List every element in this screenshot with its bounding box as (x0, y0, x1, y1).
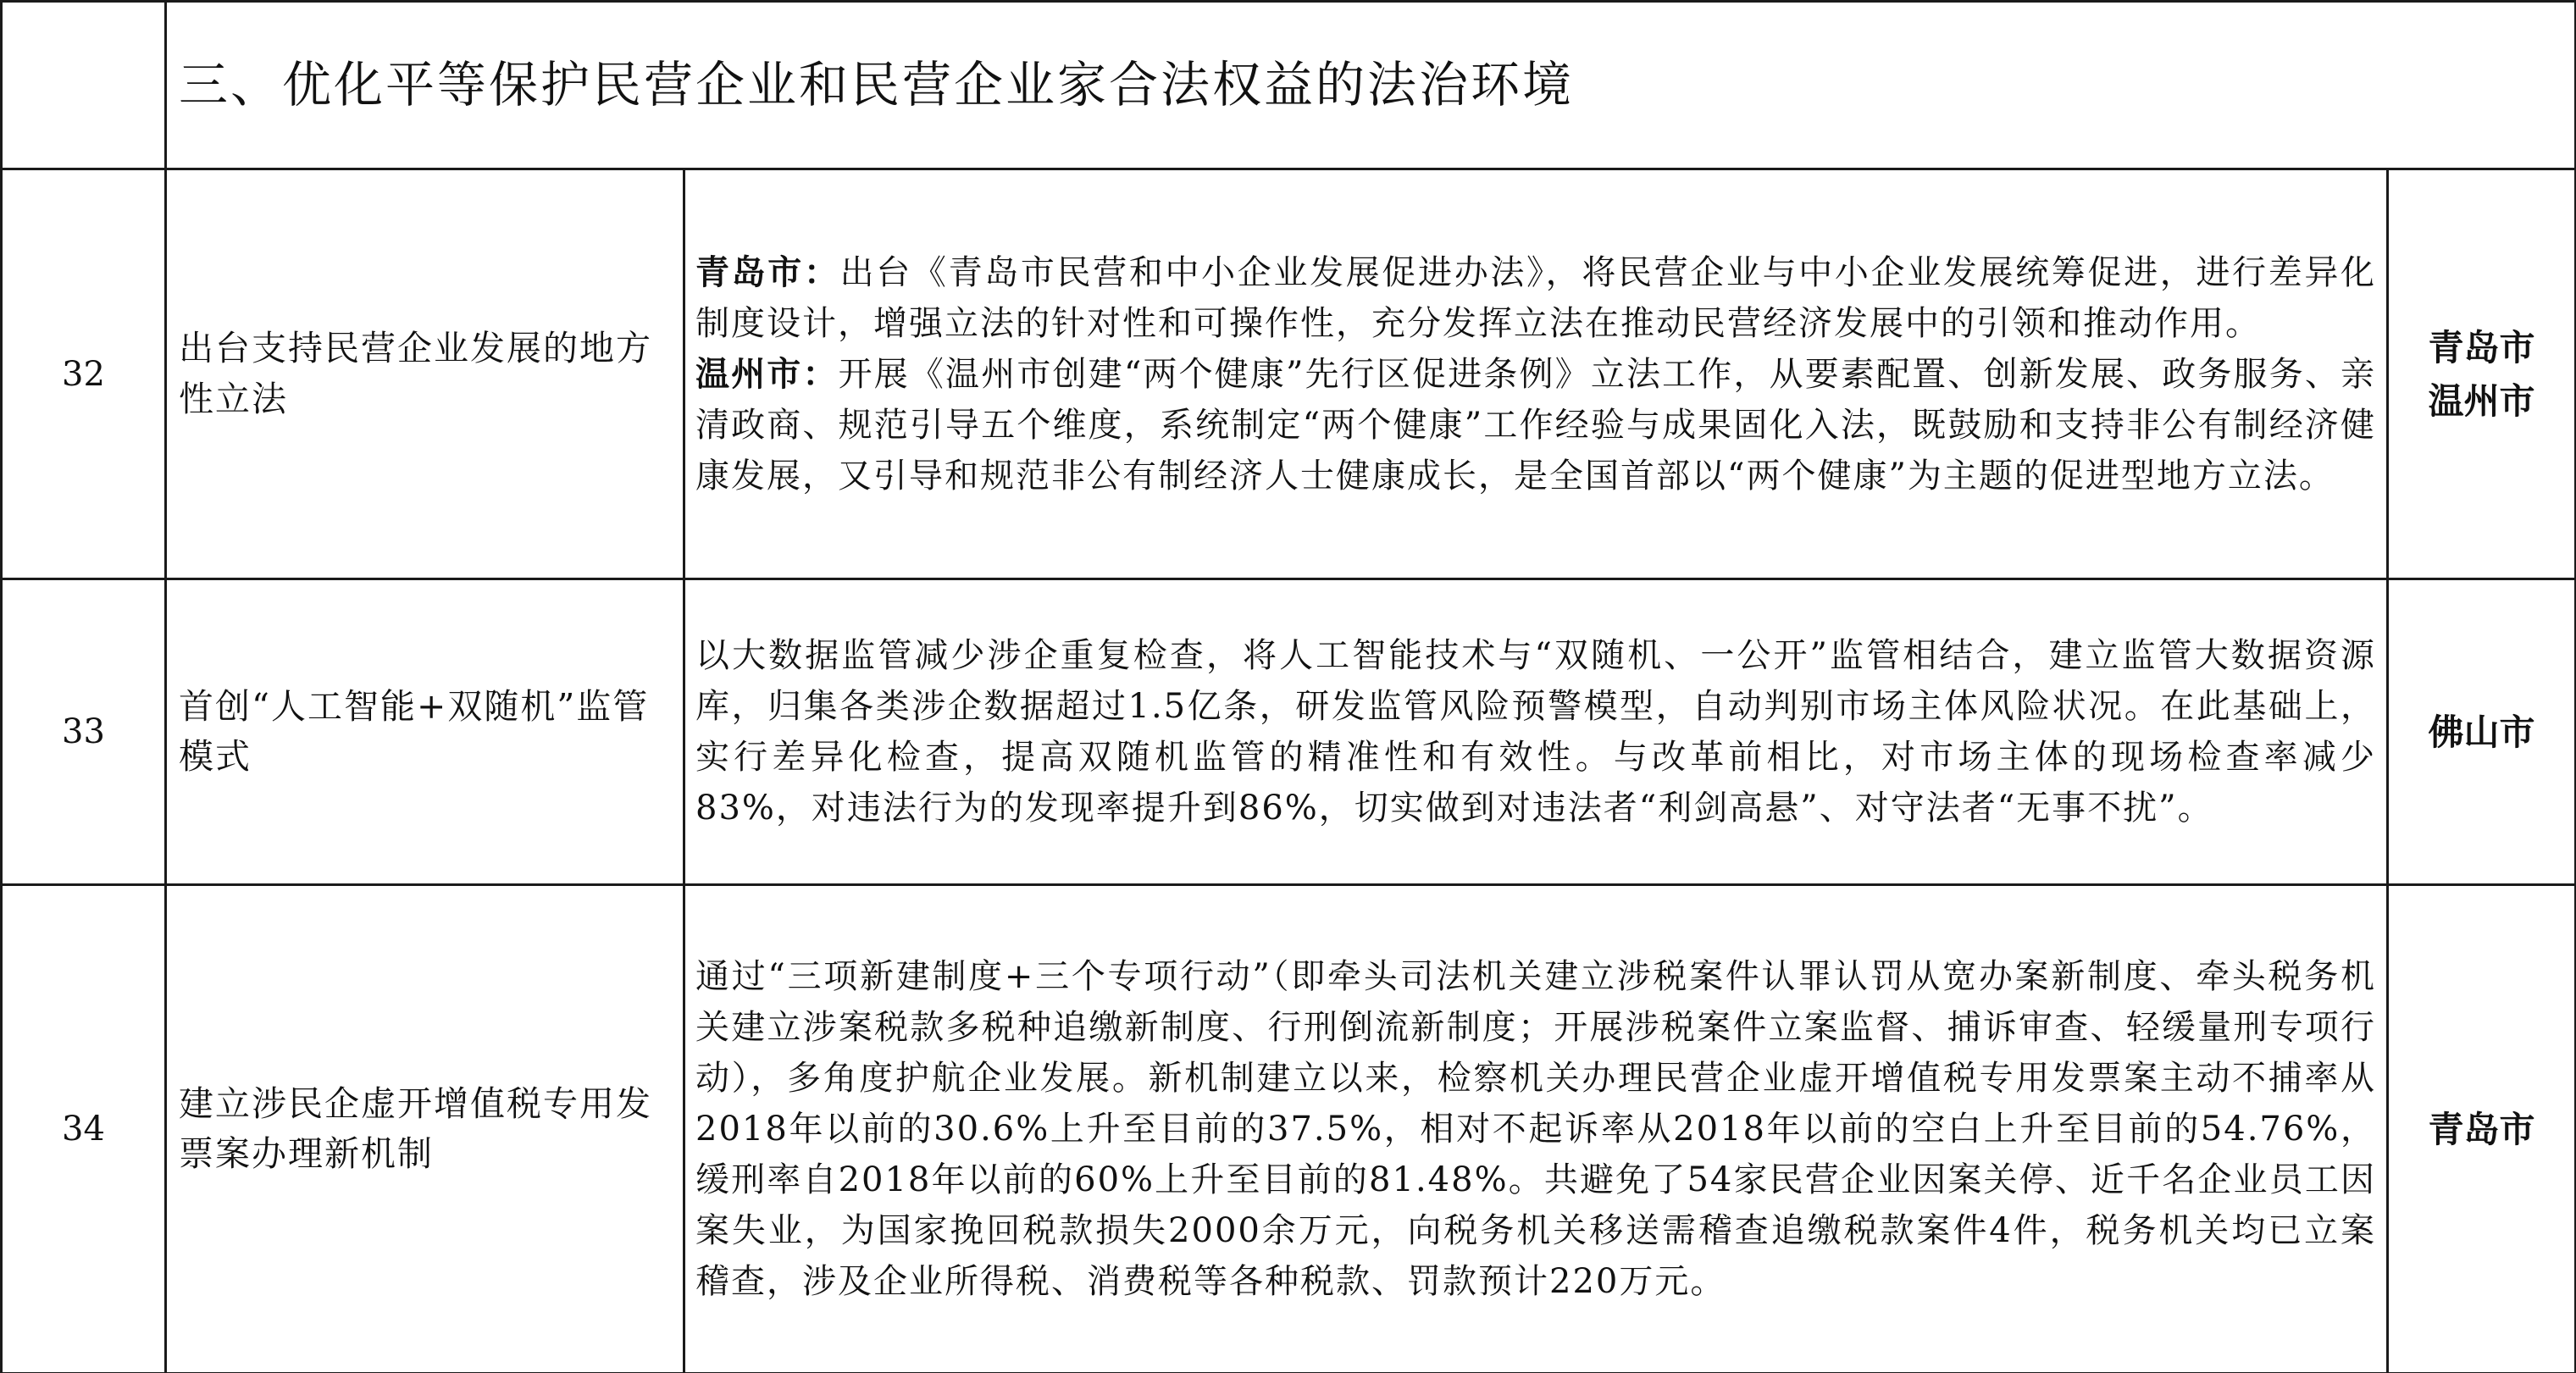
table-row (2, 885, 2576, 1373)
entry-paragraph (695, 349, 2376, 501)
row-cities (2388, 579, 2576, 885)
row-title: 出台支持民营企业发展的地方性立法 (166, 169, 684, 579)
row-cities (2388, 885, 2576, 1373)
row-description (684, 169, 2388, 579)
row-title: 首创“人工智能+双随机”监管模式 (166, 579, 684, 885)
table-row (2, 579, 2576, 885)
entry-city: 青岛市 (695, 252, 804, 292)
city-label: 青岛市 (2428, 326, 2535, 368)
entry-city: 温州市 (695, 354, 803, 394)
header-number-cell (2, 2, 166, 169)
section-title-cell (166, 2, 2576, 169)
row-description: 以大数据监管减少涉企重复检查，将人工智能技术与“双随机、一公开”监管相结合，建立监管大数据资源库，归集各类涉企数据超过1.5亿条，研发监管风险预警模型，自动判别市场主体风险状况。在此基础上，实行差异化检查，提高双随机监管的精准性和有效性。与改革前相比，对市场主体的现场检查率减少83%，对违法行为的发现率提升到86%，切实做到对违法者“利剑高悬”、对守法者“无事不扰”。 (684, 579, 2388, 885)
row-number: 32 (2, 169, 166, 579)
entry-text: 开展《温州市创建“两个健康”先行区促进条例》立法工作，从要素配置、创新发展、政务服务、亲清政商、规范引导五个维度，系统制定“两个健康”工作经验与成果固化入法，既鼓励和支持非公有制经济健康发展，又引导和规范非公有制经济人士健康成长，是全国首部以“两个健康”为主题的促进型地方立法。 (695, 354, 2376, 495)
entry-separator: ： (802, 354, 839, 394)
city-label: 佛山市 (2428, 711, 2535, 753)
section-title: 三、优化平等保护民营企业和民营企业家合法权益的法治环境 (179, 55, 1575, 113)
entry-text: 出台《青岛市民营和中小企业发展促进办法》，将民营企业与中小企业发展统筹促进，进行差异化制度设计，增强立法的针对性和可操作性，充分发挥立法在推动民营经济发展中的引领和推动作用。 (695, 252, 2377, 343)
table-row (2, 169, 2576, 579)
city-label: 青岛市 (2428, 1108, 2535, 1150)
section-header-row (2, 2, 2576, 169)
row-number: 33 (2, 579, 166, 885)
row-number: 34 (2, 885, 166, 1373)
row-title: 建立涉民企虚开增值税专用发票案办理新机制 (166, 885, 684, 1373)
row-cities (2388, 169, 2576, 579)
entry-separator: ： (803, 252, 840, 292)
entry-paragraph (695, 247, 2376, 349)
row-description: 通过“三项新建制度+三个专项行动”（即牵头司法机关建立涉税案件认罪认罚从宽办案新制度、牵头税务机关建立涉案税款多税种追缴新制度、行刑倒流新制度；开展涉税案件立案监督、捕诉审查、轻缓量刑专项行动），多角度护航企业发展。新机制建立以来，检察机关办理民营企业虚开增值税专用发票案主动不捕率从2018年以前的30.6%上升至目前的37.5%，相对不起诉率从2018年以前的空白上升至目前的54.76%，缓刑率自2018年以前的60%上升至目前的81.48%。共避免了54家民营企业因案关停、近千名企业员工因案失业，为国家挽回税款损失2000余万元，向税务机关移送需稽查追缴税款案件4件，税务机关均已立案稽查，涉及企业所得税、消费税等各种税款、罚款预计220万元。 (684, 885, 2388, 1373)
city-label: 温州市 (2428, 379, 2535, 422)
